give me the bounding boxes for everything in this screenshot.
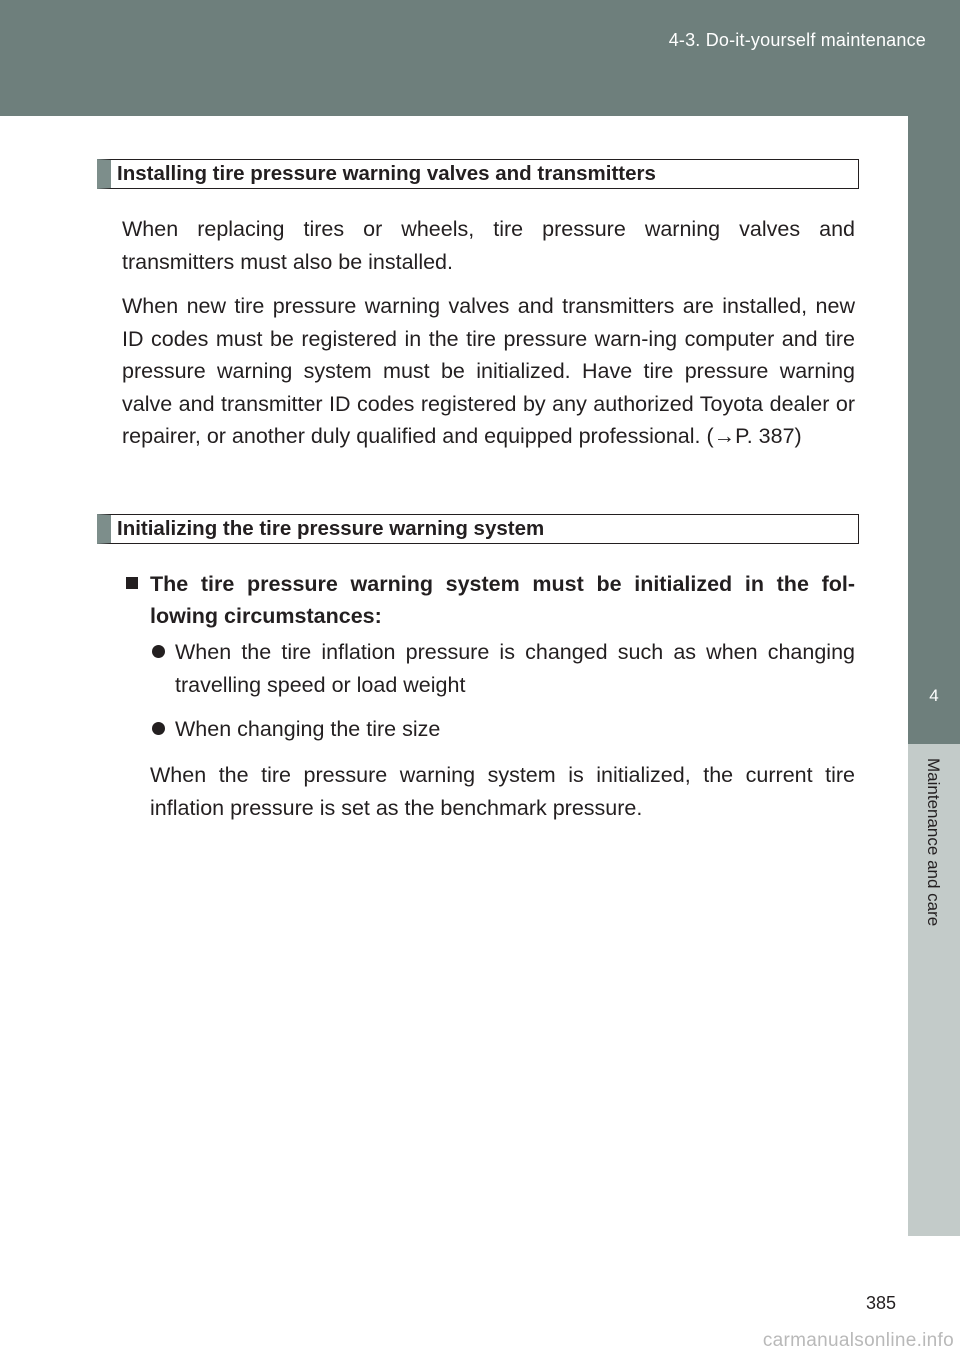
- section-heading-text: Initializing the tire pressure warning system: [117, 517, 545, 540]
- header-band: [0, 0, 960, 116]
- list-item-text: When the tire inflation pressure is changed such as when changing travelling speed or load weight: [175, 640, 855, 697]
- subheading-text: The tire pressure warning system must be initialized in the fol-lowing circumstances:: [150, 572, 855, 628]
- section-heading-text: Installing tire pressure warning valves and transmitters: [117, 162, 656, 185]
- chapter-title: Maintenance and care: [924, 758, 943, 927]
- paragraph-replacing: When replacing tires or wheels, tire pressure warning valves and transmitters must also be installed.: [122, 217, 855, 274]
- list-item: [151, 636, 855, 701]
- section-heading-initializing: [97, 514, 859, 544]
- section-heading-installing: [97, 159, 859, 189]
- watermark: carmanualsonline.info: [762, 1330, 954, 1351]
- paragraph-benchmark: When the tire pressure warning system is initialized, the current tire inflation pressure is set as the benchmark pressure.: [150, 763, 855, 820]
- subheading-item: [126, 568, 855, 632]
- list-item: [151, 713, 855, 746]
- page-number: 385: [865, 1293, 896, 1313]
- paragraph-registration: When new tire pressure warning valves and transmitters are installed, new ID codes must be registered in the tire pressure warn-ing computer and tire pressure warning system must be initialized. Have tire pressure warning valve and transmitter ID codes registered by any authorized Toyota dealer or repairer, or another duly qualified and equipped professional. (→P. 387): [122, 294, 855, 448]
- square-bullet-icon: [126, 577, 138, 589]
- round-bullet-icon: [152, 645, 165, 658]
- chapter-label-tab: [908, 744, 960, 1236]
- section-title: 4-3. Do-it-yourself maintenance: [668, 30, 926, 50]
- chapter-tab: [908, 116, 960, 744]
- chapter-number: 4: [929, 686, 939, 705]
- list-item-text: When changing the tire size: [175, 717, 441, 741]
- round-bullet-icon: [152, 722, 165, 735]
